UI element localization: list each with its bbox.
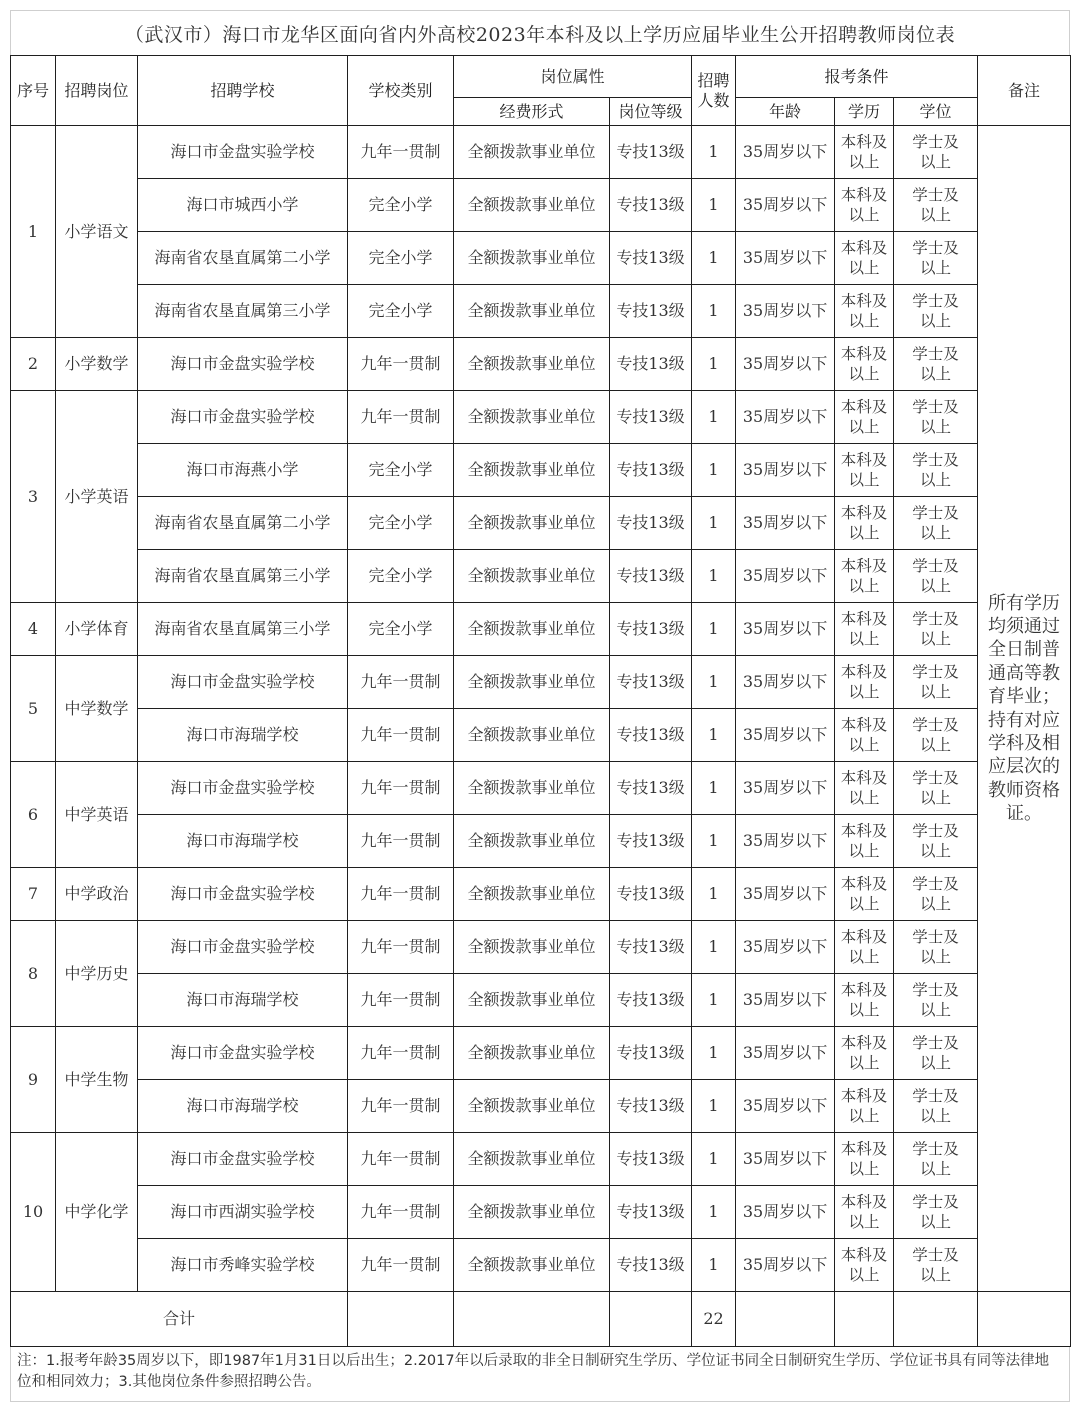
school-cell: 海口市金盘实验学校 bbox=[138, 1133, 348, 1186]
degree-cell: 学士及以上 bbox=[894, 550, 978, 603]
education-cell: 本科及以上 bbox=[835, 868, 894, 921]
seq-cell: 10 bbox=[11, 1133, 56, 1292]
funding-cell: 全额拨款事业单位 bbox=[454, 338, 610, 391]
school-type-cell: 九年一贯制 bbox=[348, 815, 454, 868]
position-cell: 中学政治 bbox=[56, 868, 138, 921]
position-cell: 小学体育 bbox=[56, 603, 138, 656]
degree-cell: 学士及以上 bbox=[894, 232, 978, 285]
age-cell: 35周岁以下 bbox=[736, 868, 835, 921]
funding-cell: 全额拨款事业单位 bbox=[454, 391, 610, 444]
degree-cell: 学士及以上 bbox=[894, 762, 978, 815]
age-cell: 35周岁以下 bbox=[736, 1239, 835, 1292]
school-type-cell: 九年一贯制 bbox=[348, 338, 454, 391]
age-cell: 35周岁以下 bbox=[736, 232, 835, 285]
school-type-cell: 九年一贯制 bbox=[348, 391, 454, 444]
position-cell: 中学数学 bbox=[56, 656, 138, 762]
table-row bbox=[11, 126, 1071, 179]
table-row bbox=[11, 815, 1071, 868]
age-cell: 35周岁以下 bbox=[736, 1080, 835, 1133]
school-type-cell: 九年一贯制 bbox=[348, 868, 454, 921]
degree-cell: 学士及以上 bbox=[894, 868, 978, 921]
total-label: 合计 bbox=[11, 1292, 348, 1347]
count-cell: 1 bbox=[692, 1027, 736, 1080]
funding-cell: 全额拨款事业单位 bbox=[454, 1133, 610, 1186]
table-row bbox=[11, 338, 1071, 391]
education-cell: 本科及以上 bbox=[835, 815, 894, 868]
table-row bbox=[11, 868, 1071, 921]
total-count: 22 bbox=[692, 1292, 736, 1347]
school-cell: 海口市海瑞学校 bbox=[138, 815, 348, 868]
grade-cell: 专技13级 bbox=[610, 656, 692, 709]
header-count: 招聘人数 bbox=[692, 56, 736, 126]
seq-cell: 1 bbox=[11, 126, 56, 338]
age-cell: 35周岁以下 bbox=[736, 1133, 835, 1186]
table-row bbox=[11, 285, 1071, 338]
header-school: 招聘学校 bbox=[138, 56, 348, 126]
remark-cell: 所有学历均须通过全日制普通高等教育毕业；持有对应学科及相应层次的教师资格证。 bbox=[978, 126, 1071, 1292]
age-cell: 35周岁以下 bbox=[736, 921, 835, 974]
seq-cell: 7 bbox=[11, 868, 56, 921]
degree-cell: 学士及以上 bbox=[894, 1133, 978, 1186]
count-cell: 1 bbox=[692, 974, 736, 1027]
positions-table bbox=[10, 55, 1071, 1347]
age-cell: 35周岁以下 bbox=[736, 391, 835, 444]
count-cell: 1 bbox=[692, 179, 736, 232]
table-row bbox=[11, 603, 1071, 656]
funding-cell: 全额拨款事业单位 bbox=[454, 815, 610, 868]
school-cell: 海口市金盘实验学校 bbox=[138, 762, 348, 815]
education-cell: 本科及以上 bbox=[835, 921, 894, 974]
table-row bbox=[11, 444, 1071, 497]
total-row bbox=[11, 1292, 1071, 1347]
table-body bbox=[11, 126, 1071, 1347]
grade-cell: 专技13级 bbox=[610, 179, 692, 232]
total-empty bbox=[835, 1292, 894, 1347]
education-cell: 本科及以上 bbox=[835, 656, 894, 709]
education-cell: 本科及以上 bbox=[835, 709, 894, 762]
education-cell: 本科及以上 bbox=[835, 179, 894, 232]
degree-cell: 学士及以上 bbox=[894, 709, 978, 762]
school-type-cell: 九年一贯制 bbox=[348, 762, 454, 815]
grade-cell: 专技13级 bbox=[610, 550, 692, 603]
header-seq: 序号 bbox=[11, 56, 56, 126]
age-cell: 35周岁以下 bbox=[736, 603, 835, 656]
school-type-cell: 九年一贯制 bbox=[348, 1080, 454, 1133]
education-cell: 本科及以上 bbox=[835, 974, 894, 1027]
age-cell: 35周岁以下 bbox=[736, 285, 835, 338]
degree-cell: 学士及以上 bbox=[894, 444, 978, 497]
degree-cell: 学士及以上 bbox=[894, 1186, 978, 1239]
age-cell: 35周岁以下 bbox=[736, 656, 835, 709]
school-type-cell: 九年一贯制 bbox=[348, 709, 454, 762]
count-cell: 1 bbox=[692, 921, 736, 974]
grade-cell: 专技13级 bbox=[610, 921, 692, 974]
school-type-cell: 九年一贯制 bbox=[348, 656, 454, 709]
count-cell: 1 bbox=[692, 868, 736, 921]
education-cell: 本科及以上 bbox=[835, 444, 894, 497]
education-cell: 本科及以上 bbox=[835, 603, 894, 656]
funding-cell: 全额拨款事业单位 bbox=[454, 550, 610, 603]
grade-cell: 专技13级 bbox=[610, 497, 692, 550]
school-type-cell: 九年一贯制 bbox=[348, 921, 454, 974]
degree-cell: 学士及以上 bbox=[894, 921, 978, 974]
school-type-cell: 完全小学 bbox=[348, 285, 454, 338]
degree-cell: 学士及以上 bbox=[894, 285, 978, 338]
table-row bbox=[11, 1239, 1071, 1292]
table-row bbox=[11, 232, 1071, 285]
funding-cell: 全额拨款事业单位 bbox=[454, 1080, 610, 1133]
grade-cell: 专技13级 bbox=[610, 868, 692, 921]
count-cell: 1 bbox=[692, 338, 736, 391]
seq-cell: 5 bbox=[11, 656, 56, 762]
degree-cell: 学士及以上 bbox=[894, 656, 978, 709]
school-cell: 海口市西湖实验学校 bbox=[138, 1186, 348, 1239]
count-cell: 1 bbox=[692, 709, 736, 762]
count-cell: 1 bbox=[692, 603, 736, 656]
age-cell: 35周岁以下 bbox=[736, 1027, 835, 1080]
education-cell: 本科及以上 bbox=[835, 391, 894, 444]
header-position: 招聘岗位 bbox=[56, 56, 138, 126]
grade-cell: 专技13级 bbox=[610, 1239, 692, 1292]
count-cell: 1 bbox=[692, 497, 736, 550]
school-cell: 海南省农垦直属第二小学 bbox=[138, 232, 348, 285]
grade-cell: 专技13级 bbox=[610, 126, 692, 179]
education-cell: 本科及以上 bbox=[835, 497, 894, 550]
funding-cell: 全额拨款事业单位 bbox=[454, 603, 610, 656]
table-row bbox=[11, 1186, 1071, 1239]
age-cell: 35周岁以下 bbox=[736, 497, 835, 550]
funding-cell: 全额拨款事业单位 bbox=[454, 868, 610, 921]
document-title: （武汉市）海口市龙华区面向省内外高校2023年本科及以上学历应届毕业生公开招聘教师岗位表 bbox=[10, 10, 1070, 55]
grade-cell: 专技13级 bbox=[610, 974, 692, 1027]
position-cell: 中学化学 bbox=[56, 1133, 138, 1292]
degree-cell: 学士及以上 bbox=[894, 1027, 978, 1080]
degree-cell: 学士及以上 bbox=[894, 338, 978, 391]
funding-cell: 全额拨款事业单位 bbox=[454, 1239, 610, 1292]
education-cell: 本科及以上 bbox=[835, 338, 894, 391]
school-cell: 海口市金盘实验学校 bbox=[138, 921, 348, 974]
funding-cell: 全额拨款事业单位 bbox=[454, 285, 610, 338]
table-row bbox=[11, 1027, 1071, 1080]
school-cell: 海口市金盘实验学校 bbox=[138, 126, 348, 179]
education-cell: 本科及以上 bbox=[835, 1027, 894, 1080]
grade-cell: 专技13级 bbox=[610, 232, 692, 285]
header-funding: 经费形式 bbox=[454, 98, 610, 126]
position-cell: 中学历史 bbox=[56, 921, 138, 1027]
position-cell: 小学英语 bbox=[56, 391, 138, 603]
school-cell: 海口市秀峰实验学校 bbox=[138, 1239, 348, 1292]
table-row bbox=[11, 497, 1071, 550]
header-grade: 岗位等级 bbox=[610, 98, 692, 126]
count-cell: 1 bbox=[692, 285, 736, 338]
school-cell: 海口市金盘实验学校 bbox=[138, 391, 348, 444]
count-cell: 1 bbox=[692, 815, 736, 868]
school-type-cell: 完全小学 bbox=[348, 550, 454, 603]
total-empty bbox=[894, 1292, 978, 1347]
age-cell: 35周岁以下 bbox=[736, 709, 835, 762]
school-type-cell: 完全小学 bbox=[348, 603, 454, 656]
header-requirements: 报考条件 bbox=[736, 56, 978, 98]
total-empty bbox=[348, 1292, 454, 1347]
funding-cell: 全额拨款事业单位 bbox=[454, 762, 610, 815]
school-type-cell: 九年一贯制 bbox=[348, 1186, 454, 1239]
seq-cell: 3 bbox=[11, 391, 56, 603]
school-type-cell: 完全小学 bbox=[348, 497, 454, 550]
degree-cell: 学士及以上 bbox=[894, 179, 978, 232]
education-cell: 本科及以上 bbox=[835, 232, 894, 285]
header-post-attr: 岗位属性 bbox=[454, 56, 692, 98]
degree-cell: 学士及以上 bbox=[894, 1080, 978, 1133]
grade-cell: 专技13级 bbox=[610, 285, 692, 338]
school-cell: 海口市金盘实验学校 bbox=[138, 1027, 348, 1080]
count-cell: 1 bbox=[692, 232, 736, 285]
header-degree: 学位 bbox=[894, 98, 978, 126]
education-cell: 本科及以上 bbox=[835, 285, 894, 338]
education-cell: 本科及以上 bbox=[835, 550, 894, 603]
header-age: 年龄 bbox=[736, 98, 835, 126]
school-cell: 海南省农垦直属第三小学 bbox=[138, 603, 348, 656]
education-cell: 本科及以上 bbox=[835, 1080, 894, 1133]
grade-cell: 专技13级 bbox=[610, 1080, 692, 1133]
position-cell: 中学英语 bbox=[56, 762, 138, 868]
education-cell: 本科及以上 bbox=[835, 762, 894, 815]
seq-cell: 9 bbox=[11, 1027, 56, 1133]
position-cell: 小学语文 bbox=[56, 126, 138, 338]
degree-cell: 学士及以上 bbox=[894, 391, 978, 444]
seq-cell: 4 bbox=[11, 603, 56, 656]
school-cell: 海口市海瑞学校 bbox=[138, 974, 348, 1027]
table-row bbox=[11, 1133, 1071, 1186]
grade-cell: 专技13级 bbox=[610, 709, 692, 762]
degree-cell: 学士及以上 bbox=[894, 815, 978, 868]
school-cell: 海口市金盘实验学校 bbox=[138, 868, 348, 921]
position-cell: 小学数学 bbox=[56, 338, 138, 391]
school-cell: 海口市海瑞学校 bbox=[138, 709, 348, 762]
grade-cell: 专技13级 bbox=[610, 815, 692, 868]
school-type-cell: 九年一贯制 bbox=[348, 126, 454, 179]
count-cell: 1 bbox=[692, 126, 736, 179]
count-cell: 1 bbox=[692, 1080, 736, 1133]
funding-cell: 全额拨款事业单位 bbox=[454, 232, 610, 285]
funding-cell: 全额拨款事业单位 bbox=[454, 709, 610, 762]
school-type-cell: 九年一贯制 bbox=[348, 1027, 454, 1080]
school-cell: 海口市海燕小学 bbox=[138, 444, 348, 497]
funding-cell: 全额拨款事业单位 bbox=[454, 1027, 610, 1080]
grade-cell: 专技13级 bbox=[610, 1027, 692, 1080]
degree-cell: 学士及以上 bbox=[894, 603, 978, 656]
grade-cell: 专技13级 bbox=[610, 391, 692, 444]
total-empty bbox=[454, 1292, 610, 1347]
education-cell: 本科及以上 bbox=[835, 1239, 894, 1292]
count-cell: 1 bbox=[692, 762, 736, 815]
table-row bbox=[11, 974, 1071, 1027]
school-type-cell: 完全小学 bbox=[348, 444, 454, 497]
age-cell: 35周岁以下 bbox=[736, 815, 835, 868]
grade-cell: 专技13级 bbox=[610, 444, 692, 497]
grade-cell: 专技13级 bbox=[610, 1186, 692, 1239]
funding-cell: 全额拨款事业单位 bbox=[454, 497, 610, 550]
school-cell: 海口市金盘实验学校 bbox=[138, 656, 348, 709]
school-cell: 海南省农垦直属第二小学 bbox=[138, 497, 348, 550]
school-type-cell: 九年一贯制 bbox=[348, 1239, 454, 1292]
total-empty bbox=[610, 1292, 692, 1347]
school-type-cell: 九年一贯制 bbox=[348, 1133, 454, 1186]
funding-cell: 全额拨款事业单位 bbox=[454, 126, 610, 179]
funding-cell: 全额拨款事业单位 bbox=[454, 179, 610, 232]
age-cell: 35周岁以下 bbox=[736, 974, 835, 1027]
table-row bbox=[11, 1080, 1071, 1133]
degree-cell: 学士及以上 bbox=[894, 1239, 978, 1292]
header-remark: 备注 bbox=[978, 56, 1071, 126]
seq-cell: 2 bbox=[11, 338, 56, 391]
table-row bbox=[11, 391, 1071, 444]
age-cell: 35周岁以下 bbox=[736, 444, 835, 497]
degree-cell: 学士及以上 bbox=[894, 497, 978, 550]
school-type-cell: 九年一贯制 bbox=[348, 974, 454, 1027]
grade-cell: 专技13级 bbox=[610, 338, 692, 391]
education-cell: 本科及以上 bbox=[835, 1133, 894, 1186]
funding-cell: 全额拨款事业单位 bbox=[454, 444, 610, 497]
footnote: 注：1.报考年龄35周岁以下，即1987年1月31日以后出生；2.2017年以后录取的非全日制研究生学历、学位证书同全日制研究生学历、学位证书具有同等法律地位和相同效力；3.其他岗位条件参照招聘公告。 bbox=[10, 1347, 1070, 1402]
seq-cell: 8 bbox=[11, 921, 56, 1027]
degree-cell: 学士及以上 bbox=[894, 126, 978, 179]
recruitment-sheet bbox=[10, 10, 1070, 1402]
age-cell: 35周岁以下 bbox=[736, 338, 835, 391]
count-cell: 1 bbox=[692, 550, 736, 603]
header-education: 学历 bbox=[835, 98, 894, 126]
school-type-cell: 完全小学 bbox=[348, 179, 454, 232]
count-cell: 1 bbox=[692, 444, 736, 497]
degree-cell: 学士及以上 bbox=[894, 974, 978, 1027]
grade-cell: 专技13级 bbox=[610, 603, 692, 656]
table-row bbox=[11, 656, 1071, 709]
education-cell: 本科及以上 bbox=[835, 126, 894, 179]
school-cell: 海口市海瑞学校 bbox=[138, 1080, 348, 1133]
age-cell: 35周岁以下 bbox=[736, 550, 835, 603]
count-cell: 1 bbox=[692, 391, 736, 444]
grade-cell: 专技13级 bbox=[610, 762, 692, 815]
school-cell: 海口市金盘实验学校 bbox=[138, 338, 348, 391]
school-cell: 海南省农垦直属第三小学 bbox=[138, 285, 348, 338]
school-cell: 海口市城西小学 bbox=[138, 179, 348, 232]
total-empty bbox=[736, 1292, 835, 1347]
funding-cell: 全额拨款事业单位 bbox=[454, 974, 610, 1027]
school-type-cell: 完全小学 bbox=[348, 232, 454, 285]
age-cell: 35周岁以下 bbox=[736, 1186, 835, 1239]
education-cell: 本科及以上 bbox=[835, 1186, 894, 1239]
table-row bbox=[11, 550, 1071, 603]
count-cell: 1 bbox=[692, 1186, 736, 1239]
table-row bbox=[11, 179, 1071, 232]
position-cell: 中学生物 bbox=[56, 1027, 138, 1133]
seq-cell: 6 bbox=[11, 762, 56, 868]
header-school-type: 学校类别 bbox=[348, 56, 454, 126]
table-row bbox=[11, 921, 1071, 974]
age-cell: 35周岁以下 bbox=[736, 179, 835, 232]
funding-cell: 全额拨款事业单位 bbox=[454, 1186, 610, 1239]
funding-cell: 全额拨款事业单位 bbox=[454, 921, 610, 974]
funding-cell: 全额拨款事业单位 bbox=[454, 656, 610, 709]
count-cell: 1 bbox=[692, 1239, 736, 1292]
table-row bbox=[11, 709, 1071, 762]
count-cell: 1 bbox=[692, 656, 736, 709]
school-cell: 海南省农垦直属第三小学 bbox=[138, 550, 348, 603]
age-cell: 35周岁以下 bbox=[736, 762, 835, 815]
grade-cell: 专技13级 bbox=[610, 1133, 692, 1186]
count-cell: 1 bbox=[692, 1133, 736, 1186]
age-cell: 35周岁以下 bbox=[736, 126, 835, 179]
table-row bbox=[11, 762, 1071, 815]
total-empty bbox=[978, 1292, 1071, 1347]
